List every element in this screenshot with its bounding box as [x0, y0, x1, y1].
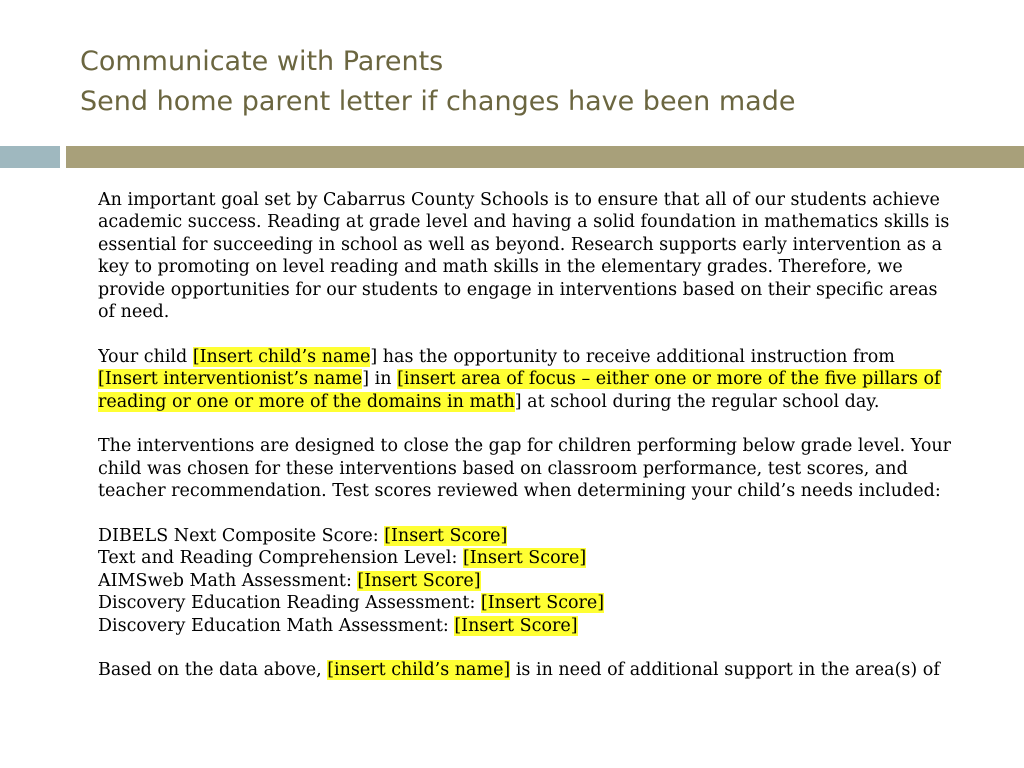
- score-placeholder: [Insert Score]: [462, 548, 587, 569]
- placeholder-interventionist-name: [Insert interventionist’s name: [98, 369, 363, 390]
- letter-line: teacher recommendation. Test scores reviewed when determining your child’s needs included:: [98, 481, 941, 502]
- letter-line: An important goal set by Cabarrus County Schools is to ensure that all of our students achieve: [98, 190, 940, 210]
- slide-title-line-1: Communicate with Parents: [80, 46, 444, 77]
- placeholder-area-of-focus-cont: reading or one or more of the domains in math: [98, 391, 515, 412]
- score-label: DIBELS Next Composite Score:: [98, 526, 385, 547]
- letter-line: The interventions are designed to close the gap for children performing below grade level. Your: [98, 436, 951, 457]
- letter-line: essential for succeeding in school as well as beyond. Research supports early intervention as a: [98, 234, 943, 255]
- letter-line: provide opportunities for our students to engage in interventions based on their specific areas: [98, 279, 938, 300]
- parent-letter-image: [98, 189, 978, 681]
- placeholder-area-of-focus: [insert area of focus – either one or more of the five pillars of: [397, 369, 941, 390]
- score-row: [98, 592, 978, 614]
- score-row: [98, 547, 978, 569]
- letter-line: child was chosen for these interventions based on classroom performance, test scores, and: [98, 458, 908, 479]
- letter-paragraph-intro: [98, 189, 978, 323]
- score-label: AIMSweb Math Assessment:: [98, 570, 358, 591]
- letter-text: ] in: [362, 369, 398, 390]
- letter-line: [98, 391, 978, 413]
- letter-line: key to promoting on level reading and math skills in the elementary grades. Therefore, we: [98, 257, 903, 278]
- placeholder-child-name: [insert child’s name]: [327, 660, 511, 681]
- letter-text: ] has the opportunity to receive additional instruction from: [370, 346, 895, 367]
- letter-line: [98, 346, 978, 368]
- header-band-accent: [0, 146, 60, 168]
- score-row: [98, 525, 978, 547]
- score-placeholder: [Insert Score]: [480, 593, 605, 614]
- letter-paragraph-child: [98, 346, 978, 413]
- letter-text: is in need of additional support in the area(s) of: [510, 660, 940, 681]
- score-list: [98, 525, 978, 637]
- letter-paragraph-support: [98, 659, 978, 681]
- letter-text: Based on the data above,: [98, 660, 328, 681]
- letter-line: academic success. Reading at grade level and having a solid foundation in mathematics skills is: [98, 212, 950, 233]
- letter-line: [98, 659, 978, 681]
- score-row: [98, 615, 978, 637]
- header-band: [66, 146, 1024, 168]
- letter-paragraph-interventions: [98, 435, 978, 502]
- letter-line: [98, 368, 978, 390]
- score-label: Discovery Education Reading Assessment:: [98, 593, 481, 614]
- letter-text: Your child: [98, 346, 193, 367]
- score-label: Discovery Education Math Assessment:: [98, 615, 455, 636]
- slide-title: [80, 42, 795, 122]
- score-row: [98, 570, 978, 592]
- score-placeholder: [Insert Score]: [357, 570, 481, 591]
- score-placeholder: [Insert Score]: [384, 526, 508, 547]
- score-placeholder: [Insert Score]: [454, 615, 578, 636]
- slide-title-line-2: Send home parent letter if changes have been made: [80, 86, 796, 117]
- placeholder-child-name: [Insert child’s name: [192, 346, 371, 367]
- score-label: Text and Reading Comprehension Level:: [98, 548, 463, 569]
- letter-text: ] at school during the regular school day.: [514, 391, 880, 412]
- letter-line: of need.: [98, 302, 170, 323]
